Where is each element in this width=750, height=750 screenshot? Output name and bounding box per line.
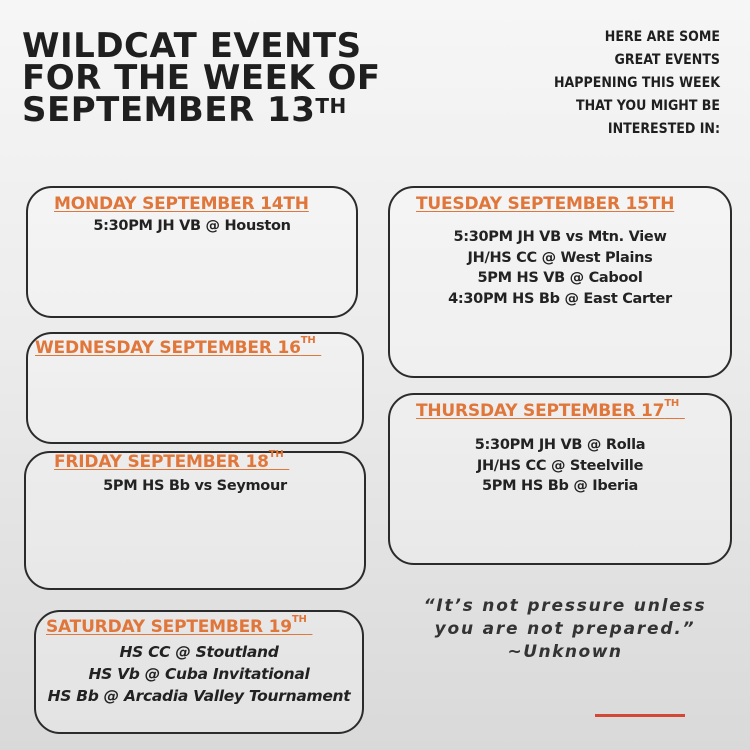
wednesday-heading: [35, 335, 321, 358]
title-line-1: WILDCAT EVENTS: [22, 26, 362, 66]
event-item: HS CC @ Stoutland: [119, 643, 279, 661]
tuesday-heading: [416, 194, 674, 214]
event-item: 5PM HS Bb vs Seymour: [103, 478, 287, 494]
page-title: [22, 26, 522, 130]
event-item: JH/HS CC @ Steelville: [476, 457, 644, 474]
title-line-2: FOR THE WEEK OF: [22, 58, 381, 98]
saturday-heading: [46, 614, 312, 637]
friday-heading: [54, 449, 289, 472]
event-item: 5:30PM JH VB @ Rolla: [474, 437, 646, 453]
tuesday-label: TUESDAY SEPTEMBER 15TH: [416, 194, 675, 214]
intro-text: HERE ARE SOME GREAT EVENTS HAPPENING THIS WEEK THAT YOU MIGHT BE INTERESTED IN:: [554, 29, 720, 137]
accent-divider: [595, 714, 685, 717]
thursday-events: [388, 435, 732, 497]
saturday-sup: TH: [291, 614, 307, 625]
quote-line-1: “It’s not pressure unless: [423, 596, 707, 616]
title-line-3: [22, 90, 522, 130]
event-item: 5PM HS Bb @ Iberia: [482, 478, 638, 494]
monday-events: [26, 216, 358, 237]
thursday-sup: TH: [664, 398, 680, 409]
monday-label: MONDAY SEPTEMBER 14TH: [54, 194, 309, 214]
friday-sup: TH: [268, 449, 284, 460]
friday-label: FRIDAY SEPTEMBER 18: [54, 452, 269, 472]
event-item: JH/HS CC @ West Plains: [467, 249, 653, 266]
quote-author: ~Unknown: [507, 642, 623, 662]
monday-heading: [54, 194, 309, 214]
wednesday-label: WEDNESDAY SEPTEMBER 16: [35, 338, 301, 358]
title-sup: TH: [315, 94, 347, 118]
friday-events: [24, 476, 366, 497]
event-item: HS Bb @ Arcadia Valley Tournament: [47, 687, 351, 705]
event-item: 5:30PM JH VB @ Houston: [93, 218, 291, 234]
event-item: 4:30PM HS Bb @ East Carter: [448, 290, 672, 307]
saturday-events: [34, 641, 364, 707]
event-item: HS Vb @ Cuba Invitational: [88, 665, 310, 683]
tuesday-events: [388, 227, 732, 309]
event-item: 5:30PM JH VB vs Mtn. View: [453, 229, 667, 245]
title-date: SEPTEMBER 13: [22, 90, 316, 130]
thursday-heading: [416, 398, 685, 421]
wednesday-sup: TH: [300, 335, 316, 346]
saturday-label: SATURDAY SEPTEMBER 19: [46, 617, 292, 637]
quote: [400, 595, 730, 664]
quote-line-2: you are not prepared.”: [434, 619, 696, 639]
event-item: 5PM HS VB @ Cabool: [477, 270, 643, 286]
thursday-label: THURSDAY SEPTEMBER 17: [416, 401, 665, 421]
